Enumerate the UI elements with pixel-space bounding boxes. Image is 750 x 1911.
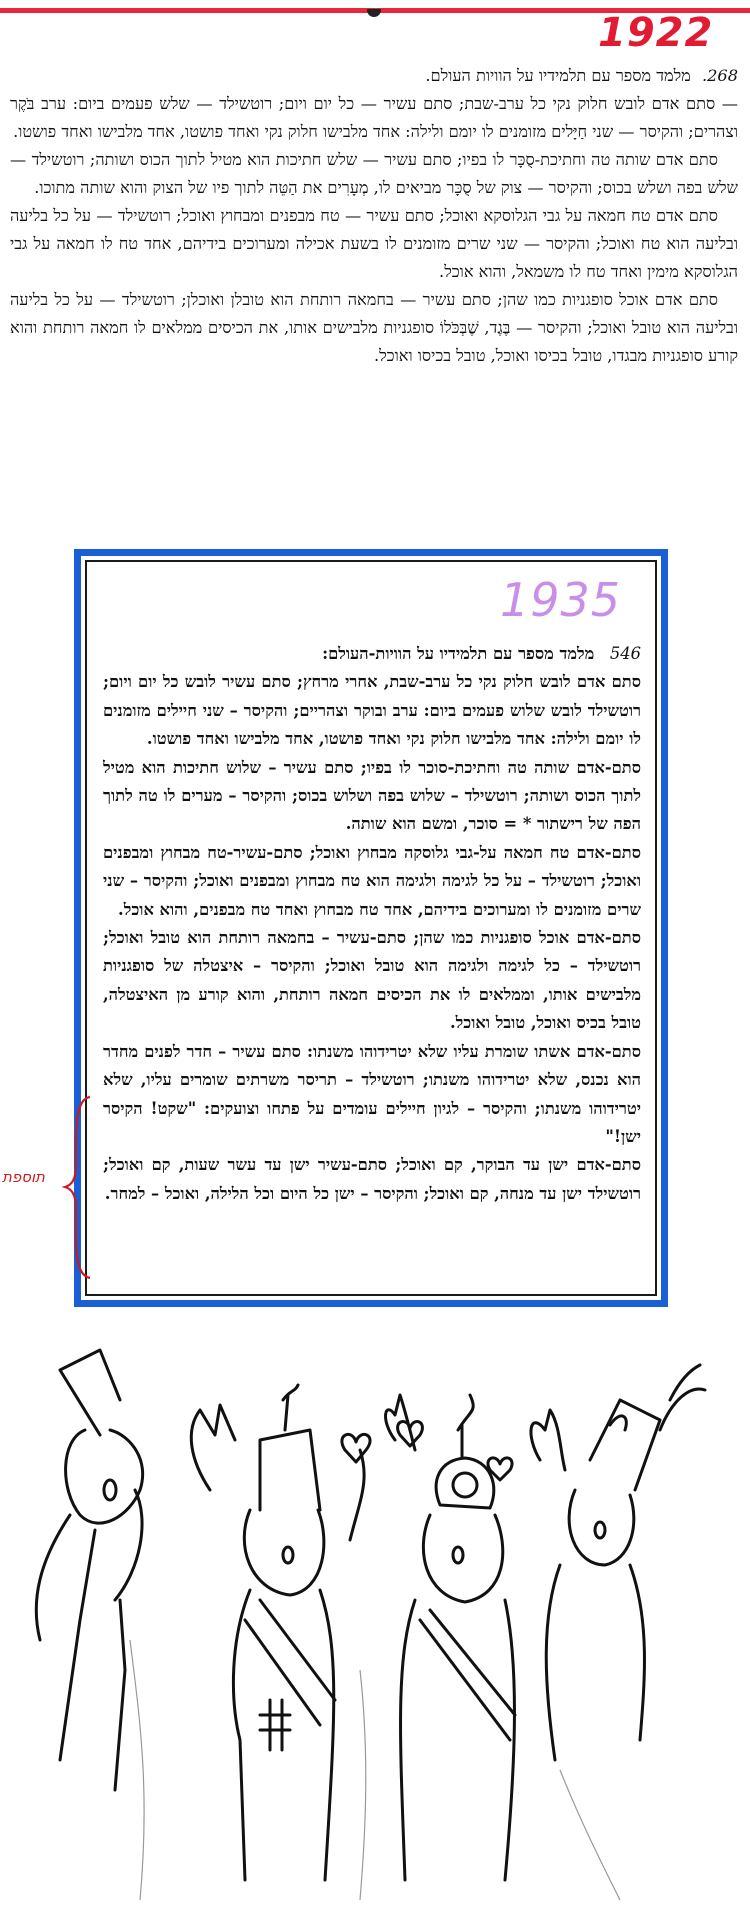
text-section-1922 [10,62,738,532]
soldiers-sketch-illustration [0,1340,750,1911]
year-label-1922: 1922 [598,10,714,56]
addition-label: תוספת [2,1168,45,1186]
paragraph-1935-doughnuts: סתם-אדם אוכל סופגניות כמו שהן; סתם-עשיר – בחמאה רותחת הוא טובל ואוכל; רוטשילד – כל לגימה ולגימה הוא טובל ואוכל; והקיסר – איצטלה של סופגניות מלבישים אותו, וממלאים לו את הכיסים חמאה רותחת, והוא קורע מן האיצטלה, טובל בכיס ואוכל, טובל ואוכל. [103,928,641,1033]
text-section-1935 [103,640,641,1285]
entry-number-1935: 546 [609,644,641,663]
paragraph-1935-tea: סתם-אדם שותה טה וחתיכת-סוכר לו בפיו; סתם עשיר – שלוש חתיכות הוא מטיל לתוך הכוס ושותה; רוטשילד – שלוש בפה ושלוש בכוס; והקיסר – מערים לו טה לתוך הפה של רישתור * = סוכר, ומשם הוא שותה. [103,757,641,834]
paragraph-1922-doughnuts: סתם אדם אוכל סופגניות כמו שהן; סתם עשיר — בחמאה רותחת הוא טובלן ואוכלן; רוטשילד — על כל בליעה ובליעה הוא טובל ואוכל; והקיסר — בֶּגֶד, שֶׁבְּכֹּלוֹ סופגניות מלבישים אותו, את הכיסים ממלאים לו חמאה רותחת והוא קורע סופגניות מבגדו, טובל בכיסו ואוכל, טובל בכיסו ואוכל. [10,290,738,365]
paragraph-1935-butter: סתם-אדם טח חמאה על-גבי גלוסקה מבחוץ ואוכל; סתם-עשיר-טח מבחוץ ומבפנים ואוכל; רוטשילד – על כל לגימה ולגימה הוא טח מבחוץ ומבפנים ואוכל; והקיסר – שני שרים מזומנים לו ומערוכים בידיהם, אחד טח מבחוץ ואחד טח מבפנים, והוא אוכל. [103,842,641,919]
entry-number-1922: 268. [701,66,738,85]
paragraph-1935-sleep-late: סתם-אדם ישן עד הבוקר, קם ואוכל; סתם-עשיר ישן עד עשר שעות, קם ואוכל; רוטשילד ישן עד מנחה, קם ואוכל; והקיסר – ישן כל היום וכל הלילה, ואוכל – למחר. [103,1155,641,1203]
addition-brace [62,1095,92,1280]
paragraph-1922-clothes: — סתם אדם לובש חלוק נקי כל ערב-שבת; סתם עשיר — כל יום ויום; רוטשילד — שלש פעמים ביום: ערב בֹּקֶר וצהרים; והקיסר — שני חַיָּלים מזומנים לו יומם ולילה: אחד מלבישו חלוק נקי ואחד פושטו, אחד מלבישו ואחד פושטו. [10,94,738,141]
paragraph-1922-tea: סתם אדם שותה טה וחתיכת-סֻכָּר לו בפיו; סתם עשיר — שלש חתיכות הוא מטיל לתוך הכוס ושותה; רוטשילד — שלש בפה ושלש בכוס; והקיסר — צוק של סֻכָּר מביאים לו, מְעָרִים את הַטֵּה לתוך פיו של הצוק והוא שותה מתוכו. [10,150,738,197]
paragraph-1935-clothes: סתם אדם לובש חלוק נקי כל ערב-שבת, אחרי מרחץ; סתם עשיר לובש כל יום ויום; רוטשילד לובש שלוש פעמים ביום: ערב ובוקר וצהריים; והקיסר – שני חיילים מזומנים לו יומם ולילה: אחד מלבישו חלוק נקי ואחד פושטו, אחד מלבישו ואחד פושטו. [103,672,641,749]
paragraph-1922-butter: סתם אדם טח חמאה על גבי הגלוסקא ואוכל; סתם עשיר — טח מבפנים ומבחוץ ואוכל; רוטשילד — על כל בליעה ובליעה הוא טח ואוכל; והקיסר — שני שרים מזומנים לו בשעת אכילה ומערוכים בידיהם, אחד טח לו חמאה על גבי הגלוסקא מימין ואחד טח לו משמאל, והוא אוכל. [10,206,738,281]
paragraph-1935-sleep-guard: סתם-אדם אשתו שומרת עליו שלא יטרידוהו משנתו: סתם עשיר – חדר לפנים מחדר הוא נכנס, שלא יטרידוהו משנתו; רוטשילד – תריסר משרתים שומרים עליו, שלא יטרידוהו משנתו; והקיסר – לגיון חיילים עומדים על פתחו וצועקים: "שקט! הקיסר ישן!" [103,1041,641,1146]
top-center-mark [367,9,381,17]
entry-title-1922: מלמד מספר עם תלמידיו על הוויות העולם. [425,66,691,85]
year-label-1935: 1935 [500,573,622,627]
entry-title-1935: מלמד מספר עם תלמידיו על הוויות-העולם: [322,644,595,663]
